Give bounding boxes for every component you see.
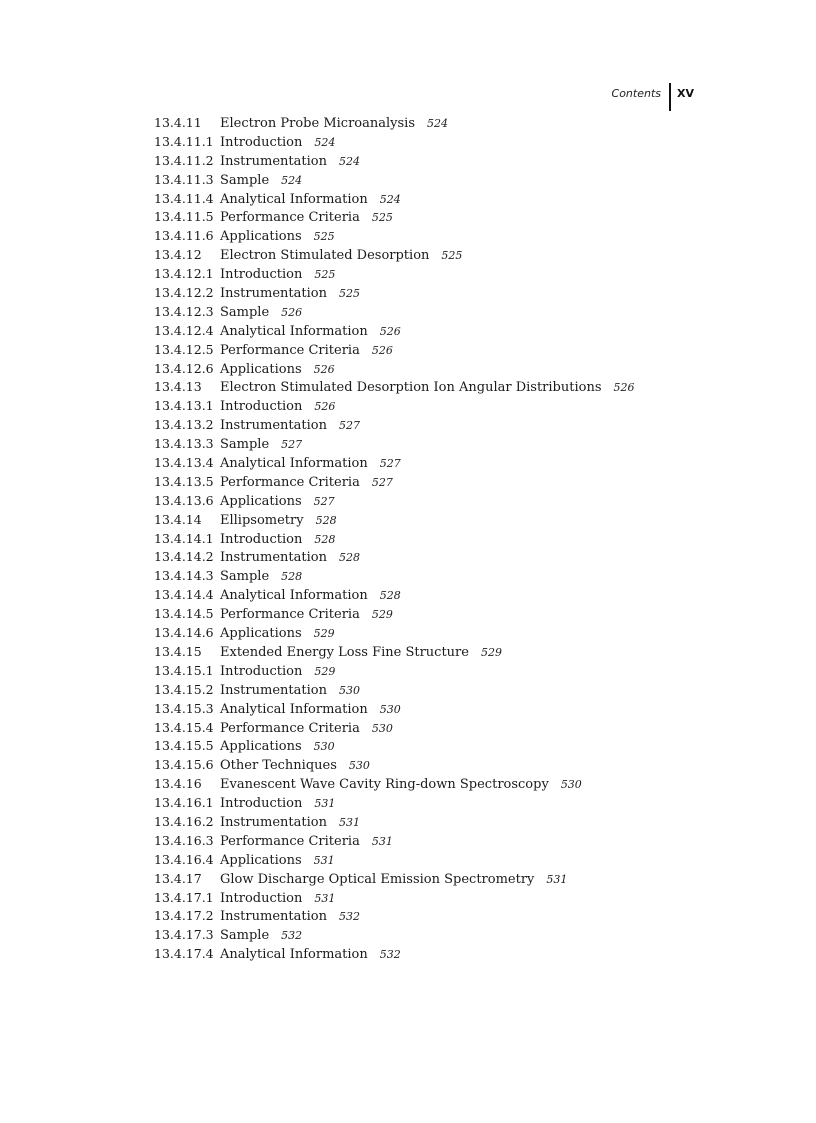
toc-entry-number: 13.4.11.6 bbox=[154, 228, 214, 244]
toc-entry-number: 13.4.12.4 bbox=[154, 322, 214, 338]
toc-entry bbox=[154, 832, 714, 851]
toc-entry bbox=[154, 870, 714, 889]
toc-entry bbox=[154, 567, 714, 586]
running-head bbox=[612, 83, 694, 111]
toc-entry-number: 13.4.17 bbox=[154, 870, 202, 886]
toc-entry-title: Sample bbox=[220, 928, 270, 944]
toc-entry-title: Analytical Information bbox=[220, 947, 368, 963]
toc-entry-number: 13.4.12.5 bbox=[154, 341, 214, 357]
toc-entry-title: Applications bbox=[220, 229, 302, 245]
toc-entry-page: 529 bbox=[313, 627, 335, 641]
toc-entry-number: 13.4.11.1 bbox=[154, 133, 214, 149]
toc-entry-number: 13.4.13 bbox=[154, 379, 202, 395]
toc-entry-page: 530 bbox=[338, 683, 360, 697]
toc-entry-title: Sample bbox=[220, 172, 270, 188]
toc-entry-page: 528 bbox=[338, 551, 360, 565]
toc-entry bbox=[154, 190, 714, 209]
toc-entry-number: 13.4.15.4 bbox=[154, 719, 214, 735]
toc-entry-title: Electron Probe Microanalysis bbox=[220, 116, 415, 131]
toc-entry-title: Sample bbox=[220, 569, 270, 585]
toc-entry-title: Introduction bbox=[220, 267, 303, 283]
toc-entry-page: 531 bbox=[314, 891, 336, 905]
toc-entry-number: 13.4.13.5 bbox=[154, 473, 214, 489]
toc-entry-page: 527 bbox=[338, 419, 360, 433]
toc-entry-page: 530 bbox=[313, 740, 335, 754]
toc-entry-page: 526 bbox=[313, 362, 335, 376]
toc-entry bbox=[154, 341, 714, 360]
toc-entry bbox=[154, 889, 714, 908]
toc-entry-number: 13.4.12 bbox=[154, 247, 202, 263]
toc-entry-title: Introduction bbox=[220, 399, 303, 415]
toc-entry-title: Ellipsometry bbox=[220, 512, 304, 528]
toc-entry-page: 530 bbox=[348, 759, 370, 773]
running-head-rule bbox=[669, 83, 671, 111]
toc-entry-title: Analytical Information bbox=[220, 588, 368, 604]
toc-entry-page: 528 bbox=[281, 570, 303, 584]
toc-entry-page: 531 bbox=[314, 797, 336, 811]
toc-entry-title: Sample bbox=[220, 304, 270, 320]
toc-entry-page: 527 bbox=[313, 494, 335, 508]
toc-entry-title: Introduction bbox=[220, 134, 303, 150]
toc-entry bbox=[154, 284, 714, 303]
toc-entry-page: 531 bbox=[371, 834, 393, 848]
toc-entry-page: 529 bbox=[314, 664, 336, 678]
toc-entry-title: Instrumentation bbox=[220, 550, 327, 566]
toc-entry-number: 13.4.16.1 bbox=[154, 795, 214, 811]
toc-entry bbox=[154, 133, 714, 152]
toc-entry-number: 13.4.17.1 bbox=[154, 889, 214, 905]
toc-entry-number: 13.4.17.4 bbox=[154, 946, 214, 962]
toc-entry bbox=[154, 208, 714, 227]
toc-entry-page: 529 bbox=[371, 608, 393, 622]
toc-entry-number: 13.4.17.3 bbox=[154, 927, 214, 943]
toc-entry-page: 525 bbox=[338, 287, 360, 301]
toc-entry bbox=[154, 700, 714, 719]
toc-entry-page: 531 bbox=[338, 815, 360, 829]
toc-entry bbox=[154, 775, 714, 794]
toc-entry-title: Introduction bbox=[220, 890, 303, 906]
toc-entry-number: 13.4.14.4 bbox=[154, 587, 214, 603]
toc-entry-page: 531 bbox=[313, 853, 335, 867]
table-of-contents bbox=[154, 114, 714, 964]
toc-entry-page: 524 bbox=[379, 192, 401, 206]
toc-entry-title: Performance Criteria bbox=[220, 210, 360, 226]
toc-entry-page: 525 bbox=[441, 249, 463, 263]
toc-entry-title: Glow Discharge Optical Emission Spectrometry bbox=[220, 871, 535, 887]
toc-entry-number: 13.4.13.3 bbox=[154, 436, 214, 452]
toc-entry-number: 13.4.15.2 bbox=[154, 681, 214, 697]
toc-entry-number: 13.4.15.6 bbox=[154, 757, 214, 773]
toc-entry-title: Analytical Information bbox=[220, 191, 368, 207]
page-number: XV bbox=[677, 87, 694, 100]
toc-entry-page: 530 bbox=[560, 778, 582, 792]
toc-entry bbox=[154, 945, 714, 964]
toc-entry bbox=[154, 416, 714, 435]
toc-entry bbox=[154, 907, 714, 926]
toc-entry-title: Electron Stimulated Desorption bbox=[220, 248, 430, 264]
toc-entry bbox=[154, 454, 714, 473]
toc-entry-title: Performance Criteria bbox=[220, 607, 360, 623]
toc-entry-title: Evanescent Wave Cavity Ring-down Spectroscopy bbox=[220, 777, 549, 793]
toc-entry-page: 530 bbox=[379, 702, 401, 716]
toc-entry bbox=[154, 227, 714, 246]
toc-entry-title: Applications bbox=[220, 361, 302, 377]
toc-entry bbox=[154, 360, 714, 379]
toc-entry-page: 526 bbox=[281, 305, 303, 319]
toc-entry-number: 13.4.14.5 bbox=[154, 606, 214, 622]
toc-entry bbox=[154, 719, 714, 738]
toc-entry-page: 532 bbox=[281, 929, 303, 943]
toc-entry-title: Analytical Information bbox=[220, 456, 368, 472]
toc-entry bbox=[154, 303, 714, 322]
toc-entry-title: Introduction bbox=[220, 663, 303, 679]
toc-entry-page: 531 bbox=[546, 872, 568, 886]
toc-entry-title: Analytical Information bbox=[220, 701, 368, 717]
toc-entry-number: 13.4.13.6 bbox=[154, 492, 214, 508]
toc-entry-page: 526 bbox=[379, 324, 401, 338]
toc-entry bbox=[154, 624, 714, 643]
toc-entry-page: 526 bbox=[314, 400, 336, 414]
toc-entry-title: Performance Criteria bbox=[220, 342, 360, 358]
toc-entry-number: 13.4.15.5 bbox=[154, 738, 214, 754]
toc-entry bbox=[154, 794, 714, 813]
toc-entry bbox=[154, 435, 714, 454]
toc-entry bbox=[154, 851, 714, 870]
toc-entry bbox=[154, 586, 714, 605]
toc-entry-number: 13.4.12.1 bbox=[154, 266, 214, 282]
toc-entry-number: 13.4.12.2 bbox=[154, 285, 214, 301]
toc-entry-title: Applications bbox=[220, 626, 302, 642]
toc-entry-number: 13.4.11 bbox=[154, 115, 202, 130]
toc-entry bbox=[154, 114, 714, 133]
toc-entry-title: Applications bbox=[220, 739, 302, 755]
toc-entry-number: 13.4.15.3 bbox=[154, 700, 214, 716]
toc-entry-title: Extended Energy Loss Fine Structure bbox=[220, 644, 469, 660]
toc-entry-title: Analytical Information bbox=[220, 323, 368, 339]
toc-entry-title: Performance Criteria bbox=[220, 833, 360, 849]
toc-entry bbox=[154, 737, 714, 756]
toc-entry-number: 13.4.16.3 bbox=[154, 832, 214, 848]
toc-entry-page: 526 bbox=[613, 381, 635, 395]
toc-entry bbox=[154, 265, 714, 284]
toc-entry-number: 13.4.17.2 bbox=[154, 908, 214, 924]
toc-entry-title: Instrumentation bbox=[220, 418, 327, 434]
toc-entry-title: Instrumentation bbox=[220, 682, 327, 698]
toc-entry bbox=[154, 473, 714, 492]
toc-entry bbox=[154, 152, 714, 171]
toc-entry-page: 525 bbox=[313, 230, 335, 244]
toc-entry-page: 528 bbox=[315, 513, 337, 527]
toc-entry-number: 13.4.16.2 bbox=[154, 813, 214, 829]
toc-entry-title: Introduction bbox=[220, 531, 303, 547]
toc-entry-page: 532 bbox=[338, 910, 360, 924]
toc-entry-number: 13.4.11.5 bbox=[154, 209, 214, 225]
toc-entry-number: 13.4.12.6 bbox=[154, 360, 214, 376]
toc-entry bbox=[154, 492, 714, 511]
toc-entry-page: 532 bbox=[379, 948, 401, 962]
toc-entry-number: 13.4.14.6 bbox=[154, 625, 214, 641]
toc-entry-title: Sample bbox=[220, 437, 270, 453]
toc-entry-number: 13.4.15 bbox=[154, 643, 202, 659]
toc-entry-page: 525 bbox=[371, 211, 393, 225]
toc-entry-number: 13.4.14.3 bbox=[154, 568, 214, 584]
toc-entry bbox=[154, 605, 714, 624]
running-head-label: Contents bbox=[611, 87, 661, 100]
toc-entry-number: 13.4.11.3 bbox=[154, 171, 214, 187]
toc-entry bbox=[154, 681, 714, 700]
toc-entry-title: Electron Stimulated Desorption Ion Angular Distributions bbox=[220, 380, 602, 396]
toc-entry-title: Applications bbox=[220, 852, 302, 868]
toc-entry bbox=[154, 246, 714, 265]
toc-entry bbox=[154, 171, 714, 190]
toc-entry-page: 528 bbox=[314, 532, 336, 546]
toc-entry-number: 13.4.12.3 bbox=[154, 303, 214, 319]
toc-entry-page: 526 bbox=[371, 343, 393, 357]
toc-entry-number: 13.4.11.4 bbox=[154, 190, 214, 206]
toc-entry-number: 13.4.11.2 bbox=[154, 152, 214, 168]
toc-entry-page: 527 bbox=[379, 457, 401, 471]
toc-entry-title: Introduction bbox=[220, 796, 303, 812]
toc-entry-page: 529 bbox=[480, 645, 502, 659]
toc-entry-number: 13.4.14 bbox=[154, 511, 202, 527]
toc-entry bbox=[154, 322, 714, 341]
toc-entry-number: 13.4.14.1 bbox=[154, 530, 214, 546]
toc-entry-number: 13.4.16.4 bbox=[154, 851, 214, 867]
toc-entry-title: Performance Criteria bbox=[220, 720, 360, 736]
toc-entry-page: 527 bbox=[371, 475, 393, 489]
toc-entry bbox=[154, 643, 714, 662]
toc-entry-number: 13.4.13.4 bbox=[154, 455, 214, 471]
toc-entry-number: 13.4.16 bbox=[154, 776, 202, 792]
toc-entry bbox=[154, 756, 714, 775]
toc-entry-title: Instrumentation bbox=[220, 153, 327, 169]
toc-entry-number: 13.4.15.1 bbox=[154, 662, 214, 678]
toc-entry bbox=[154, 511, 714, 530]
toc-entry-number: 13.4.13.2 bbox=[154, 417, 214, 433]
toc-entry-page: 524 bbox=[281, 173, 303, 187]
toc-entry bbox=[154, 548, 714, 567]
toc-entry bbox=[154, 397, 714, 416]
toc-entry-title: Performance Criteria bbox=[220, 474, 360, 490]
toc-entry-title: Instrumentation bbox=[220, 814, 327, 830]
toc-entry bbox=[154, 813, 714, 832]
toc-entry-page: 524 bbox=[427, 117, 448, 130]
toc-entry bbox=[154, 926, 714, 945]
toc-entry bbox=[154, 530, 714, 549]
toc-entry-title: Instrumentation bbox=[220, 909, 327, 925]
toc-entry-page: 530 bbox=[371, 721, 393, 735]
toc-entry-title: Other Techniques bbox=[220, 758, 337, 774]
toc-entry-number: 13.4.13.1 bbox=[154, 398, 214, 414]
toc-entry-title: Applications bbox=[220, 493, 302, 509]
toc-entry bbox=[154, 662, 714, 681]
toc-entry-page: 525 bbox=[314, 268, 336, 282]
toc-entry-number: 13.4.14.2 bbox=[154, 549, 214, 565]
toc-entry-title: Instrumentation bbox=[220, 286, 327, 302]
toc-entry-page: 524 bbox=[314, 135, 336, 149]
toc-entry-page: 524 bbox=[338, 154, 360, 168]
toc-entry-page: 527 bbox=[281, 438, 303, 452]
toc-entry bbox=[154, 378, 714, 397]
toc-entry-page: 528 bbox=[379, 589, 401, 603]
